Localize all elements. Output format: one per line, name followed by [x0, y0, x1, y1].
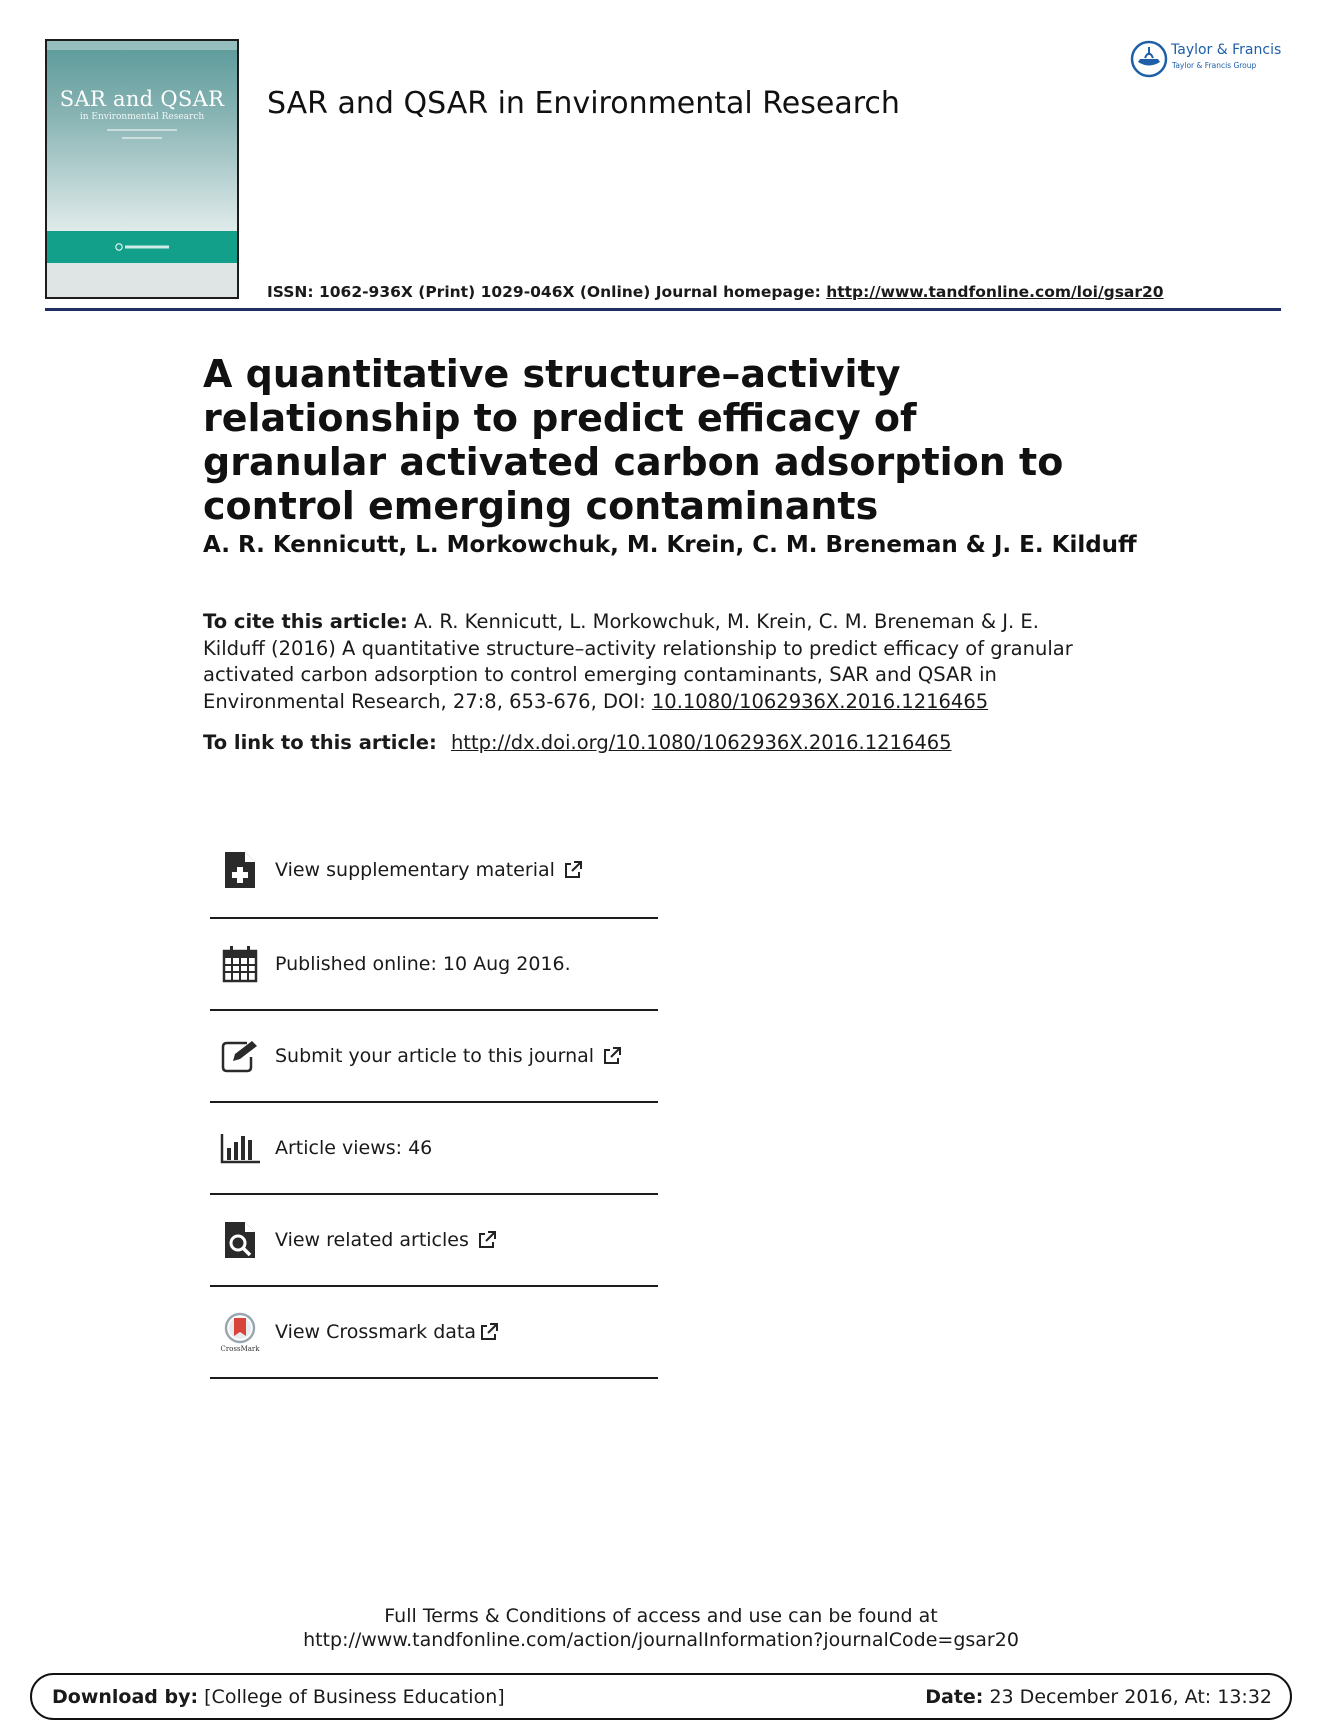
- journal-title: SAR and QSAR in Environmental Research: [267, 86, 900, 121]
- calendar-icon: [220, 942, 260, 986]
- cover-bottom: [47, 263, 237, 297]
- action-label: Published online: 10 Aug 2016.: [275, 953, 571, 975]
- cover-text-line: [122, 137, 162, 139]
- crossmark-icon: [220, 1310, 260, 1354]
- external-link-icon: [602, 1046, 622, 1066]
- article-doi-url[interactable]: http://dx.doi.org/10.1080/1062936X.2016.1216465: [450, 731, 952, 754]
- download-label: Download by:: [52, 1686, 199, 1708]
- date-value: 23 December 2016, At: 13:32: [989, 1686, 1272, 1708]
- article-link-line: [203, 731, 952, 754]
- file-search-icon: [220, 1218, 260, 1262]
- issn-line: [267, 283, 1164, 301]
- article-actions-list: [210, 822, 658, 1379]
- action-label: View Crossmark data: [275, 1321, 477, 1343]
- cover-top-strip: [47, 41, 237, 50]
- download-info-bar: [30, 1673, 1292, 1720]
- terms-line-1: Full Terms & Conditions of access and use can be found at: [384, 1605, 938, 1627]
- action-label: View related articles: [275, 1229, 469, 1251]
- journal-cover-image: [45, 39, 239, 299]
- cover-text-line: [107, 129, 177, 131]
- publisher-name: Taylor & Francis: [1171, 42, 1282, 58]
- external-link-icon: [477, 1230, 497, 1250]
- action-related-articles[interactable]: [210, 1195, 658, 1285]
- action-published-online: [210, 919, 658, 1009]
- action-label: Submit your article to this journal: [275, 1045, 595, 1067]
- download-date: [925, 1686, 1272, 1708]
- bar-chart-icon: [220, 1126, 260, 1170]
- file-plus-icon: [220, 848, 260, 892]
- terms-url[interactable]: http://www.tandfonline.com/action/journalInformation?journalCode=gsar20: [303, 1629, 1019, 1651]
- cover-subtitle: in Environmental Research: [79, 112, 205, 122]
- external-link-icon: [479, 1322, 499, 1342]
- action-supplementary-material[interactable]: [210, 822, 658, 917]
- cover-title: SAR and QSAR: [59, 87, 225, 111]
- citation-text: A. R. Kennicutt, L. Morkowchuk, M. Krein, C. M. Breneman & J. E. Kilduff (2016) A quantitative structure–activity relationship to predict efficacy of granular activated carbon adsorption to control emerging contaminants, SAR and QSAR in Environmental Research, 27:8, 653-676, DOI:: [203, 610, 1073, 713]
- citation-doi-link[interactable]: 10.1080/1062936X.2016.1216465: [651, 689, 989, 713]
- action-label: Article views: 46: [275, 1137, 433, 1159]
- cover-publisher-logo-icon: [115, 243, 173, 251]
- edit-icon: [220, 1034, 260, 1078]
- header-divider: [45, 308, 1281, 311]
- issn-text: ISSN: 1062-936X (Print) 1029-046X (Online) Journal homepage:: [267, 283, 821, 301]
- date-label: Date:: [925, 1686, 984, 1708]
- action-article-views: [210, 1103, 658, 1193]
- action-label: View supplementary material: [275, 858, 555, 881]
- crossmark-caption: CrossMark: [220, 1344, 260, 1353]
- publisher-group: Taylor & Francis Group: [1172, 61, 1257, 70]
- citation-label: To cite this article:: [203, 610, 408, 633]
- cover-band: [47, 231, 237, 263]
- terms-notice: [0, 1604, 1322, 1652]
- download-value: [College of Business Education]: [204, 1686, 505, 1708]
- article-title: A quantitative structure–activity relationship to predict efficacy of granular activated carbon adsorption to control emerging contaminants: [203, 352, 1064, 528]
- action-divider: [210, 1377, 658, 1379]
- citation-block: [203, 609, 1103, 715]
- article-authors: A. R. Kennicutt, L. Morkowchuk, M. Krein, C. M. Breneman & J. E. Kilduff: [203, 532, 1137, 558]
- journal-homepage-link[interactable]: http://www.tandfonline.com/loi/gsar20: [826, 283, 1164, 301]
- external-link-icon: [563, 860, 583, 880]
- link-label: To link to this article:: [203, 731, 437, 754]
- action-crossmark-data[interactable]: [210, 1287, 658, 1377]
- download-by: [52, 1686, 505, 1708]
- action-submit-article[interactable]: [210, 1011, 658, 1101]
